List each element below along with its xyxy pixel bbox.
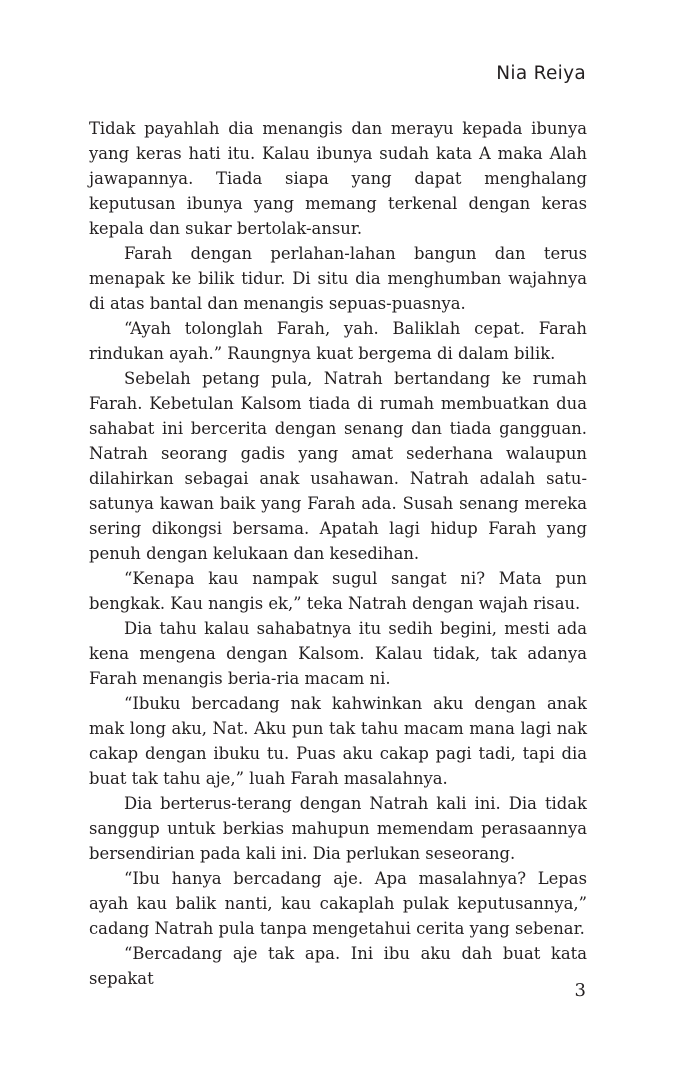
paragraph: Dia tahu kalau sahabatnya itu sedih begini, mesti ada kena mengena dengan Kalsom. Kalau tidak, tak adanya Farah menangis beria-ria macam ni.	[89, 619, 587, 688]
paragraph: Tidak payahlah dia menangis dan merayu kepada ibunya yang keras hati itu. Kalau ibunya sudah kata A maka Alah jawapannya. Tiada siapa yang dapat menghalang keputusan ibunya yang memang terkenal dengan keras kepala dan sukar bertolak-ansur.	[89, 119, 587, 238]
paragraph: Dia berterus-terang dengan Natrah kali ini. Dia tidak sanggup untuk berkias mahupun memendam perasaannya bersendirian pada kali ini. Dia perlukan seseorang.	[89, 794, 587, 863]
paragraph: “Ibuku bercadang nak kahwinkan aku dengan anak mak long aku, Nat. Aku pun tak tahu macam mana lagi nak cakap dengan ibuku tu. Puas aku cakap pagi tadi, tapi dia buat tak tahu aje,” luah Farah masalahnya.	[89, 694, 587, 788]
page-number: 3	[574, 980, 586, 1001]
paragraph: “Ayah tolonglah Farah, yah. Baliklah cepat. Farah rindukan ayah.” Raungnya kuat bergema di dalam bilik.	[89, 319, 587, 363]
paragraph: “Kenapa kau nampak sugul sangat ni? Mata pun bengkak. Kau nangis ek,” teka Natrah dengan wajah risau.	[89, 569, 587, 613]
paragraph: “Bercadang aje tak apa. Ini ibu aku dah buat kata sepakat	[89, 944, 587, 988]
running-header-author: Nia Reiya	[496, 63, 586, 84]
body-text	[89, 116, 587, 991]
paragraph: “Ibu hanya bercadang aje. Apa masalahnya? Lepas ayah kau balik nanti, kau cakaplah pulak keputusannya,” cadang Natrah pula tanpa mengetahui cerita yang sebenar.	[89, 869, 587, 938]
paragraph: Farah dengan perlahan-lahan bangun dan terus menapak ke bilik tidur. Di situ dia menghumban wajahnya di atas bantal dan menangis sepuas-puasnya.	[89, 244, 587, 313]
paragraph: Sebelah petang pula, Natrah bertandang ke rumah Farah. Kebetulan Kalsom tiada di rumah membuatkan dua sahabat ini bercerita dengan senang dan tiada gangguan. Natrah seorang gadis yang amat sederhana walaupun dilahirkan sebagai anak usahawan. Natrah adalah satu-satunya kawan baik yang Farah ada. Susah senang mereka sering dikongsi bersama. Apatah lagi hidup Farah yang penuh dengan kelukaan dan kesedihan.	[89, 369, 587, 563]
